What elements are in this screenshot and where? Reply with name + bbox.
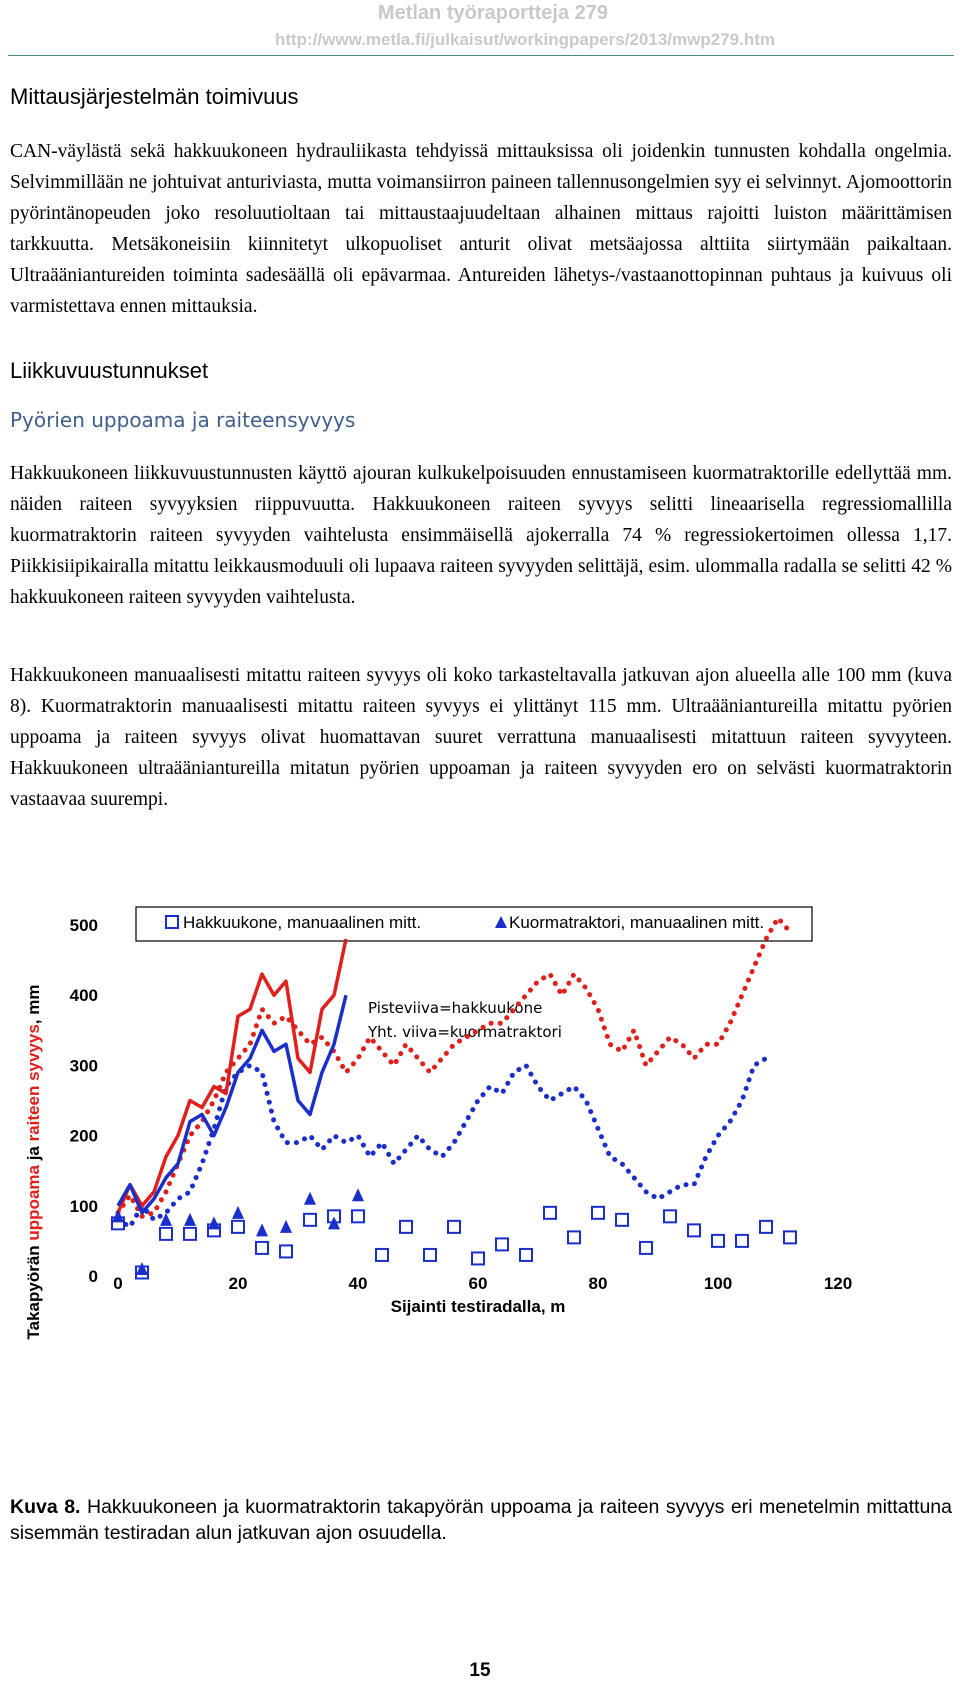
section-title-liikkuvuustunnukset: Liikkuvuustunnukset (10, 358, 209, 383)
hakkuukone-point (376, 1249, 388, 1261)
x-tick-label: 20 (228, 1274, 248, 1293)
annotation-pisteviiva: Pisteviiva=hakkuukone (368, 999, 543, 1017)
kuormatraktori-point (232, 1206, 244, 1219)
blue-dotted-series-line (118, 1058, 766, 1227)
hakkuukone-point (184, 1228, 196, 1240)
caption-label: Kuva 8. (10, 1496, 81, 1518)
paragraph-3: Hakkuukoneen manuaalisesti mitattu raiteen syvyys oli koko tarkasteltavalla jatkuvan ajon alueella alle 100 mm (kuva 8). Kuormatraktorin manuaalisesti mitattu raiteen syvyys ei ylittänyt 115 mm. Ultraääniantureilla mitattu pyörien uppoama ja raiteen syvyys olivat huomattavan suuret verrattuna manuaalisesti mitattuun raiteen syvyyteen. Hakkuukoneen ultraääniantureilla mitatun pyörien uppoaman ja raiteen syvyyden ero on selvästi kuormatraktorin vastaavaa suurempi. (10, 665, 952, 810)
section-title-mittausjarjestelma: Mittausjärjestelmän toimivuus (10, 84, 299, 109)
figure-8 (0, 895, 960, 1435)
hakkuukone-point (496, 1238, 508, 1250)
hakkuukone-point (568, 1231, 580, 1243)
kuormatraktori-point (112, 1209, 124, 1222)
series-title: Metlan työraportteja 279 (377, 2, 608, 24)
hakkuukone-point (640, 1242, 652, 1254)
y-tick-label: 400 (69, 986, 98, 1006)
hakkuukone-point (472, 1252, 484, 1264)
caption-text: Hakkuukoneen ja kuormatraktorin takapyörän uppoama ja raiteen syvyys eri menetelmin mittattuna sisemmän testiradan alun jatkuvan ajon osuudella. (10, 1496, 952, 1544)
x-tick-label: 100 (703, 1274, 733, 1293)
y-tick-label: 0 (88, 1267, 98, 1286)
chart (0, 895, 960, 1435)
kuormatraktori-point (280, 1220, 292, 1233)
subsection-title: Pyörien uppoama ja raiteensyvyys (10, 408, 356, 432)
x-axis-title: Sijainti testiradalla, m (390, 1297, 566, 1316)
hakkuukone-point (736, 1235, 748, 1247)
hakkuukone-point (616, 1214, 628, 1226)
y-tick-label: 500 (69, 916, 98, 935)
y-axis-title: Takapyörän uppoama ja raiteen syvyys, mm (24, 984, 43, 1340)
paragraph-2: Hakkuukoneen liikkuvuustunnusten käyttö ajouran kulkukelpoisuuden ennustamiseen kuormatraktorille edellyttää mm. näiden raiteen syvyyksien riippuvuutta. Hakkuukoneen raiteen syvyys selitti lineaarisella regressiomallilla kuormatraktorin raiteen syvyyden vaihtelusta ensimmäisellä ajokerralla 74 % regressiokertoimen ollessa 1,17. Piikkisiipikairalla mitattu leikkausmoduuli oli lupaava raiteen syvyyden selittäjä, esim. ulommalla radalla se selitti 42 % hakkuukoneen raiteen syvyyden vaihtelusta. (10, 463, 952, 608)
red-dotted-series-line (118, 918, 790, 1216)
hakkuukone-point (544, 1207, 556, 1219)
legend-label-kuormatraktori: Kuormatraktori, manuaalinen mitt. (509, 913, 765, 932)
hakkuukone-point (280, 1245, 292, 1257)
hakkuukone-point (688, 1224, 700, 1236)
kuormatraktori-point (352, 1188, 364, 1201)
hakkuukone-point (712, 1235, 724, 1247)
x-tick-label: 0 (113, 1274, 123, 1293)
hakkuukone-point (160, 1228, 172, 1240)
kuormatraktori-point (208, 1216, 220, 1229)
hakkuukone-point (232, 1221, 244, 1233)
hakkuukone-point (352, 1210, 364, 1222)
hakkuukone-point (400, 1221, 412, 1233)
hakkuukone-point (304, 1214, 316, 1226)
y-tick-label: 100 (69, 1196, 98, 1216)
hakkuukone-point (520, 1249, 532, 1261)
legend-square-icon (166, 916, 178, 928)
hakkuukone-point (664, 1210, 676, 1222)
x-tick-label: 120 (823, 1274, 853, 1293)
y-tick-label: 300 (69, 1056, 98, 1076)
hakkuukone-point (256, 1242, 268, 1254)
hakkuukone-point (424, 1249, 436, 1261)
paragraph-1: CAN-väylästä sekä hakkuukoneen hydrauliikasta tehdyissä mittauksissa oli joidenkin tunnusten kohdalla ongelmia. Selvimmillään ne johtuivat anturiviasta, mutta voimansiirron paineen tallennusongelmien syy ei selvinnyt. Ajomoottorin pyörintänopeuden joko resoluutioltaan tai mittaustaajuudeltaan alhainen mittaus rajoitti luiston määrittämisen tarkkuutta. Metsäkoneisiin kiinnitetyt ulkopuoliset anturit olivat metsäajossa alttiita siirtymään paikaltaan. Ultraääniantureiden toiminta sadesäällä oli epävarmaa. Antureiden lähetys-/vastaanottopinnan puhtaus ja kuivuus oli varmistettava ennen mittauksia. (10, 141, 952, 317)
hakkuukone-point (592, 1207, 604, 1219)
hakkuukone-point (448, 1221, 460, 1233)
figure-caption (10, 1494, 952, 1546)
annotation-yht-viiva: Yht. viiva=kuormatraktori (368, 1023, 562, 1041)
x-tick-label: 60 (468, 1274, 488, 1293)
red-solid-series-line (118, 939, 346, 1213)
blue-solid-series-line (118, 995, 346, 1213)
legend-label-hakkuukone: Hakkuukone, manuaalinen mitt. (183, 913, 422, 932)
kuormatraktori-point (256, 1223, 268, 1236)
page-number: 15 (469, 1660, 491, 1681)
kuormatraktori-point (184, 1213, 196, 1226)
hakkuukone-point (784, 1231, 796, 1243)
x-tick-label: 40 (348, 1274, 368, 1293)
x-tick-label: 80 (588, 1274, 608, 1293)
hakkuukone-point (760, 1221, 772, 1233)
header-url[interactable]: http://www.metla.fi/julkaisut/workingpapers/2013/mwp279.htm (274, 30, 775, 49)
header-rule (8, 55, 954, 56)
y-tick-label: 200 (69, 1126, 98, 1146)
kuormatraktori-point (304, 1192, 316, 1205)
